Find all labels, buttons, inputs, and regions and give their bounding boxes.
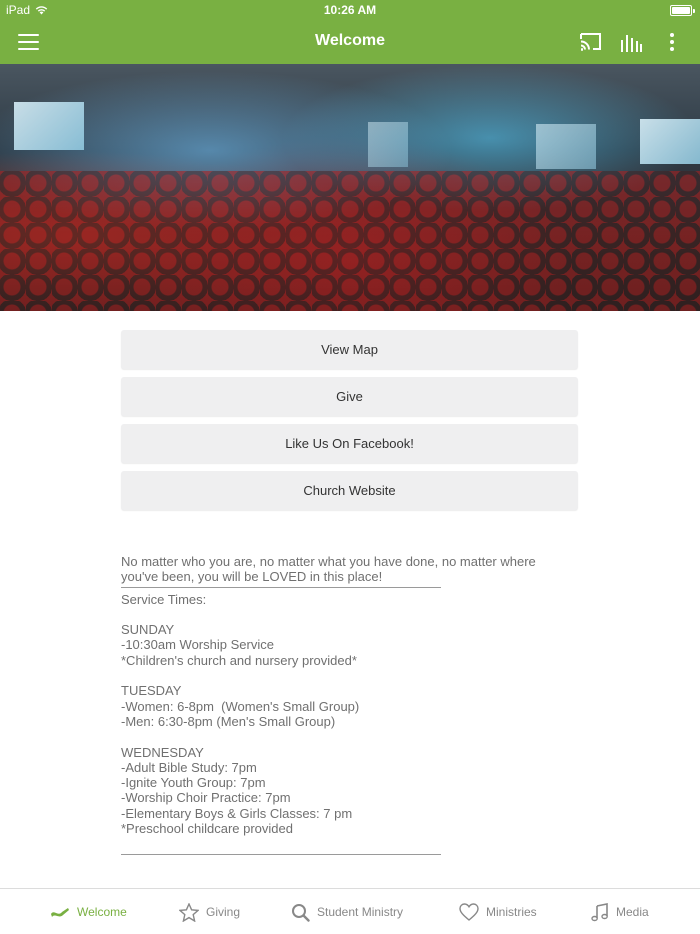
sunday-heading: SUNDAY [121,622,175,638]
tab-student-ministry[interactable] [291,889,403,934]
wednesday-line: *Preschool childcare provided [121,821,293,837]
tab-label: Ministries [486,905,537,919]
status-bar [0,0,700,20]
tab-ministries[interactable] [459,889,537,934]
sunday-line: -10:30am Worship Service [121,637,274,653]
wednesday-line: -Worship Choir Practice: 7pm [121,790,291,806]
wednesday-line: -Elementary Boys & Girls Classes: 7 pm [121,805,353,821]
more-vertical-icon[interactable] [660,31,684,53]
wednesday-line: -Adult Bible Study: 7pm [121,759,257,775]
tuesday-line: -Men: 6:30-8pm (Men's Small Group) [121,713,336,729]
top-bar [0,0,700,64]
wednesday-line: -Ignite Youth Group: 7pm [121,775,266,791]
tuesday-line: -Women: 6-8pm (Women's Small Group) [121,698,360,714]
handshake-icon [50,905,70,919]
music-note-icon [591,903,609,922]
welcome-text [121,554,561,859]
sunday-line: *Children's church and nursery provided* [121,652,357,668]
church-website-button[interactable]: Church Website [121,471,578,510]
cast-icon[interactable] [579,31,603,53]
tab-giving[interactable] [179,889,240,934]
battery-icon [670,5,692,16]
tab-welcome[interactable] [50,889,127,934]
tab-label: Media [616,905,649,919]
divider [121,587,441,588]
tab-bar [0,888,700,934]
page-title: Welcome [315,32,385,49]
facebook-button[interactable]: Like Us On Facebook! [121,424,578,463]
battery-level [672,7,690,14]
action-buttons [121,330,578,518]
tab-label: Student Ministry [317,905,404,919]
tab-label: Giving [206,905,241,919]
service-times-heading: Service Times: [121,591,207,607]
give-button[interactable]: Give [121,377,578,416]
tab-label: Welcome [77,905,127,919]
intro-text: No matter who you are, no matter what you have done, no matter where you've been, you will be LOVED in this place! [121,554,536,585]
tab-media[interactable] [591,889,649,934]
status-time: 10:26 AM [323,3,377,17]
search-icon [291,903,310,922]
app-bar [0,20,700,64]
wednesday-heading: WEDNESDAY [121,744,204,760]
tuesday-heading: TUESDAY [121,683,182,699]
view-map-button[interactable]: View Map [121,330,578,369]
star-icon [179,903,199,922]
device-label: iPad [6,3,31,17]
heart-icon [459,903,479,921]
hero-image [0,64,700,311]
equalizer-icon[interactable] [619,31,643,53]
divider [121,854,441,855]
